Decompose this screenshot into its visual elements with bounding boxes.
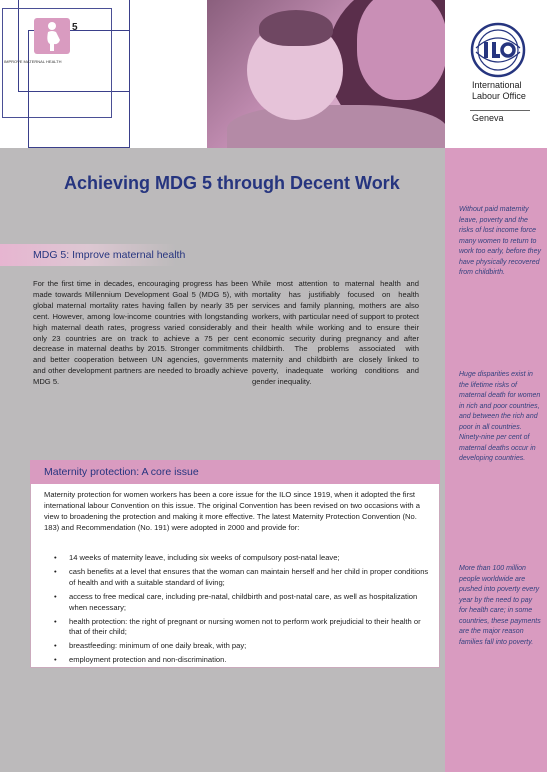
bullet-icon: • [54, 591, 57, 601]
divider [470, 110, 530, 111]
ilo-name: International Labour Office [472, 80, 526, 101]
bullet-icon: • [54, 641, 57, 651]
sidebar-note: Huge disparities exist in the lifetime risks of maternal death for women in rich and poor countries, and between the rich and poor in all countries. Ninety-nine per cent of maternal deaths occur in developing countries. [459, 371, 541, 462]
mdg-number: 5 [72, 22, 78, 33]
mother-and-baby-photo [207, 0, 445, 148]
mdg5-logo [4, 18, 86, 74]
list-item: • health protection: the right of pregnant or nursing women not to perform work prejudicial to their health or that of their child; [54, 616, 421, 637]
bullet-icon: • [54, 553, 57, 562]
list-item: • 14 weeks of maternity leave, including six weeks of compulsory post-natal leave; [54, 553, 340, 562]
box-intro-text: Maternity protection for women workers has been a core issue for the ILO since 1919, when it adopted the first international labour Convention on this issue. The original Convention has been revised on two occasions with a view to broadening the protection and making it more effective. The latest Maternity Protection Convention (No. 183) and Recommendation (No. 191) were adopted in 2000 and provide for: [44, 490, 420, 532]
list-item: • employment protection and non-discrimination. [54, 655, 227, 665]
mdg-caption: IMPROVE MATERNAL HEALTH [4, 59, 62, 64]
bullet-icon: • [54, 616, 57, 626]
box-heading: Maternity protection: A core issue [44, 466, 199, 478]
provisions-list [44, 553, 432, 669]
list-item: • access to free medical care, including pre-natal, childbirth and post-natal care, as well as hospitalization when necessary; [54, 591, 418, 612]
list-item: • cash benefits at a level that ensures that the woman can maintain herself and her child in proper conditions of health and with a suitable standard of living; [54, 566, 429, 587]
list-item: • breastfeeding: minimum of one daily break, with pay; [54, 641, 247, 651]
sidebar-note: More than 100 million people worldwide are pushed into poverty every year by the need to pay for health care; in some countries, these payments are the major reason families fall into poverty. [459, 565, 541, 646]
body-column-left: For the first time in decades, encouraging progress has been made towards Millennium Development Goal 5 (MDG 5), with global maternal mortality rates having fallen by nearly 35 per cent. However, among low-income countries with longstanding high maternal death rates, progress varied considerably and only 23 countries are on track to achieve a 75 per cent decrease in maternal deaths by 2015. Stronger commitments and better cooperation between UN agencies, governments and other development partners are needed to broadly achieve MDG 5. [33, 279, 248, 387]
body-column-right: While most attention to maternal health and mortality has justifiably focused on health services and family planning, mothers are also workers, with particular need of support to protect their health while working and to ensure their economic security during pregnancy and after childbirth. The problems associated with maternity and childbirth are closely linked to poverty, inadequate working conditions and gender inequality. [252, 279, 419, 387]
bullet-icon: • [54, 655, 57, 665]
ilo-emblem-icon [470, 22, 526, 78]
pregnant-woman-icon [34, 18, 70, 54]
section-heading: MDG 5: Improve maternal health [33, 249, 186, 261]
sidebar-note: Without paid maternity leave, poverty and the risks of lost income force many women to return to work too early, before they have physically recovered from childbirth. [459, 206, 541, 276]
bullet-icon: • [54, 566, 57, 576]
ilo-city: Geneva [472, 113, 504, 123]
page-title: Achieving MDG 5 through Decent Work [64, 173, 400, 193]
